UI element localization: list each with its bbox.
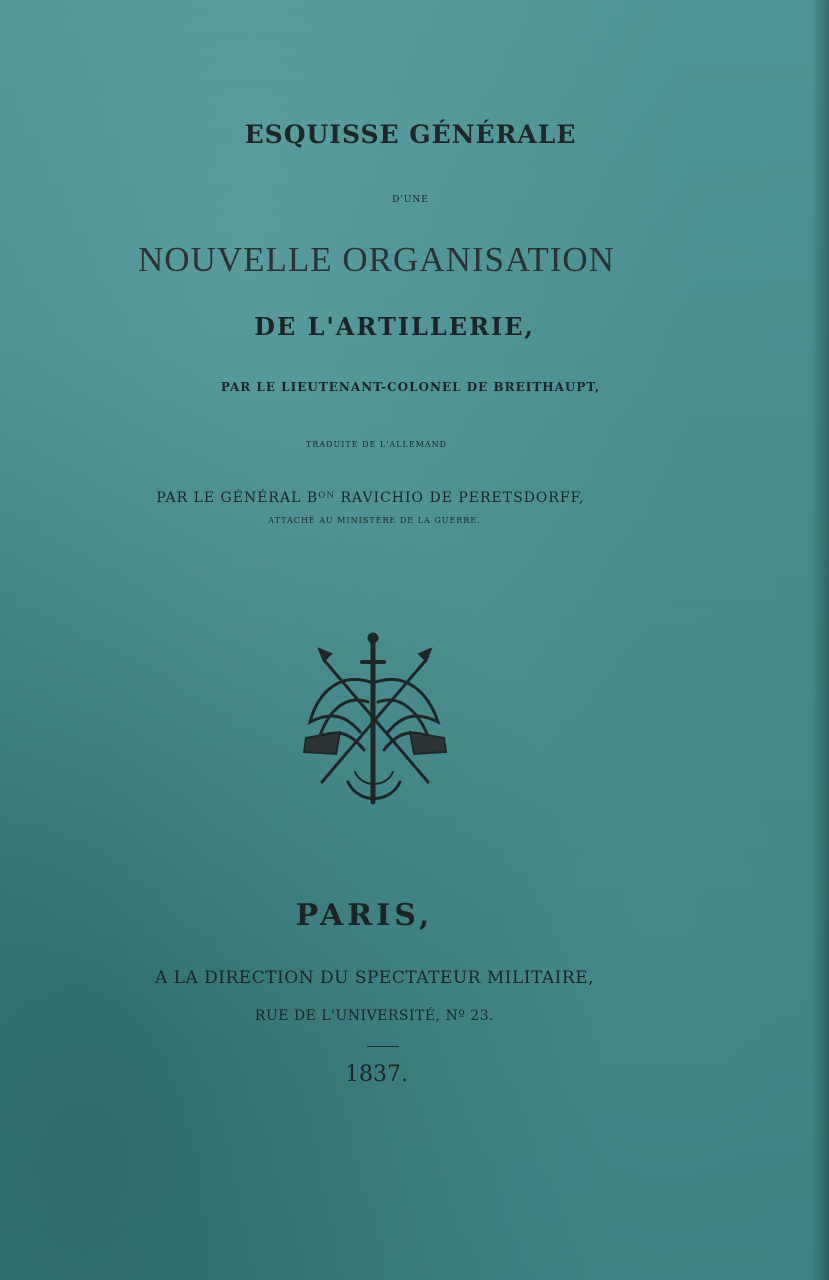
publication-year: 1837. (345, 1062, 408, 1087)
translated-line: TRADUITE DE L'ALLEMAND (305, 440, 448, 449)
publisher-address: RUE DE L'UNIVERSITÉ, Nº 23. (254, 1008, 495, 1024)
title-line-3: DE L'ARTILLERIE, (254, 312, 535, 341)
translator-line: PAR LE GÉNÉRAL Bᴼᴺ RAVICHIO DE PERETSDORFF, (156, 490, 585, 506)
author-line: PAR LE LIEUTENANT-COLONEL DE BREITHAUPT, (220, 380, 601, 394)
page-edge-shadow (811, 0, 829, 1280)
title-connector: D'UNE (392, 195, 429, 205)
title-line-1: ESQUISSE GÉNÉRALE (244, 120, 577, 149)
publisher-line: A LA DIRECTION DU SPECTATEUR MILITAIRE, (154, 968, 595, 988)
title-line-2: NOUVELLE ORGANISATION (138, 240, 615, 279)
divider-rule (367, 1046, 399, 1047)
publication-city: PARIS, (295, 898, 434, 933)
translator-role: ATTACHÉ AU MINISTÈRE DE LA GUERRE. (268, 516, 481, 525)
military-trophy-emblem-icon (300, 632, 450, 808)
